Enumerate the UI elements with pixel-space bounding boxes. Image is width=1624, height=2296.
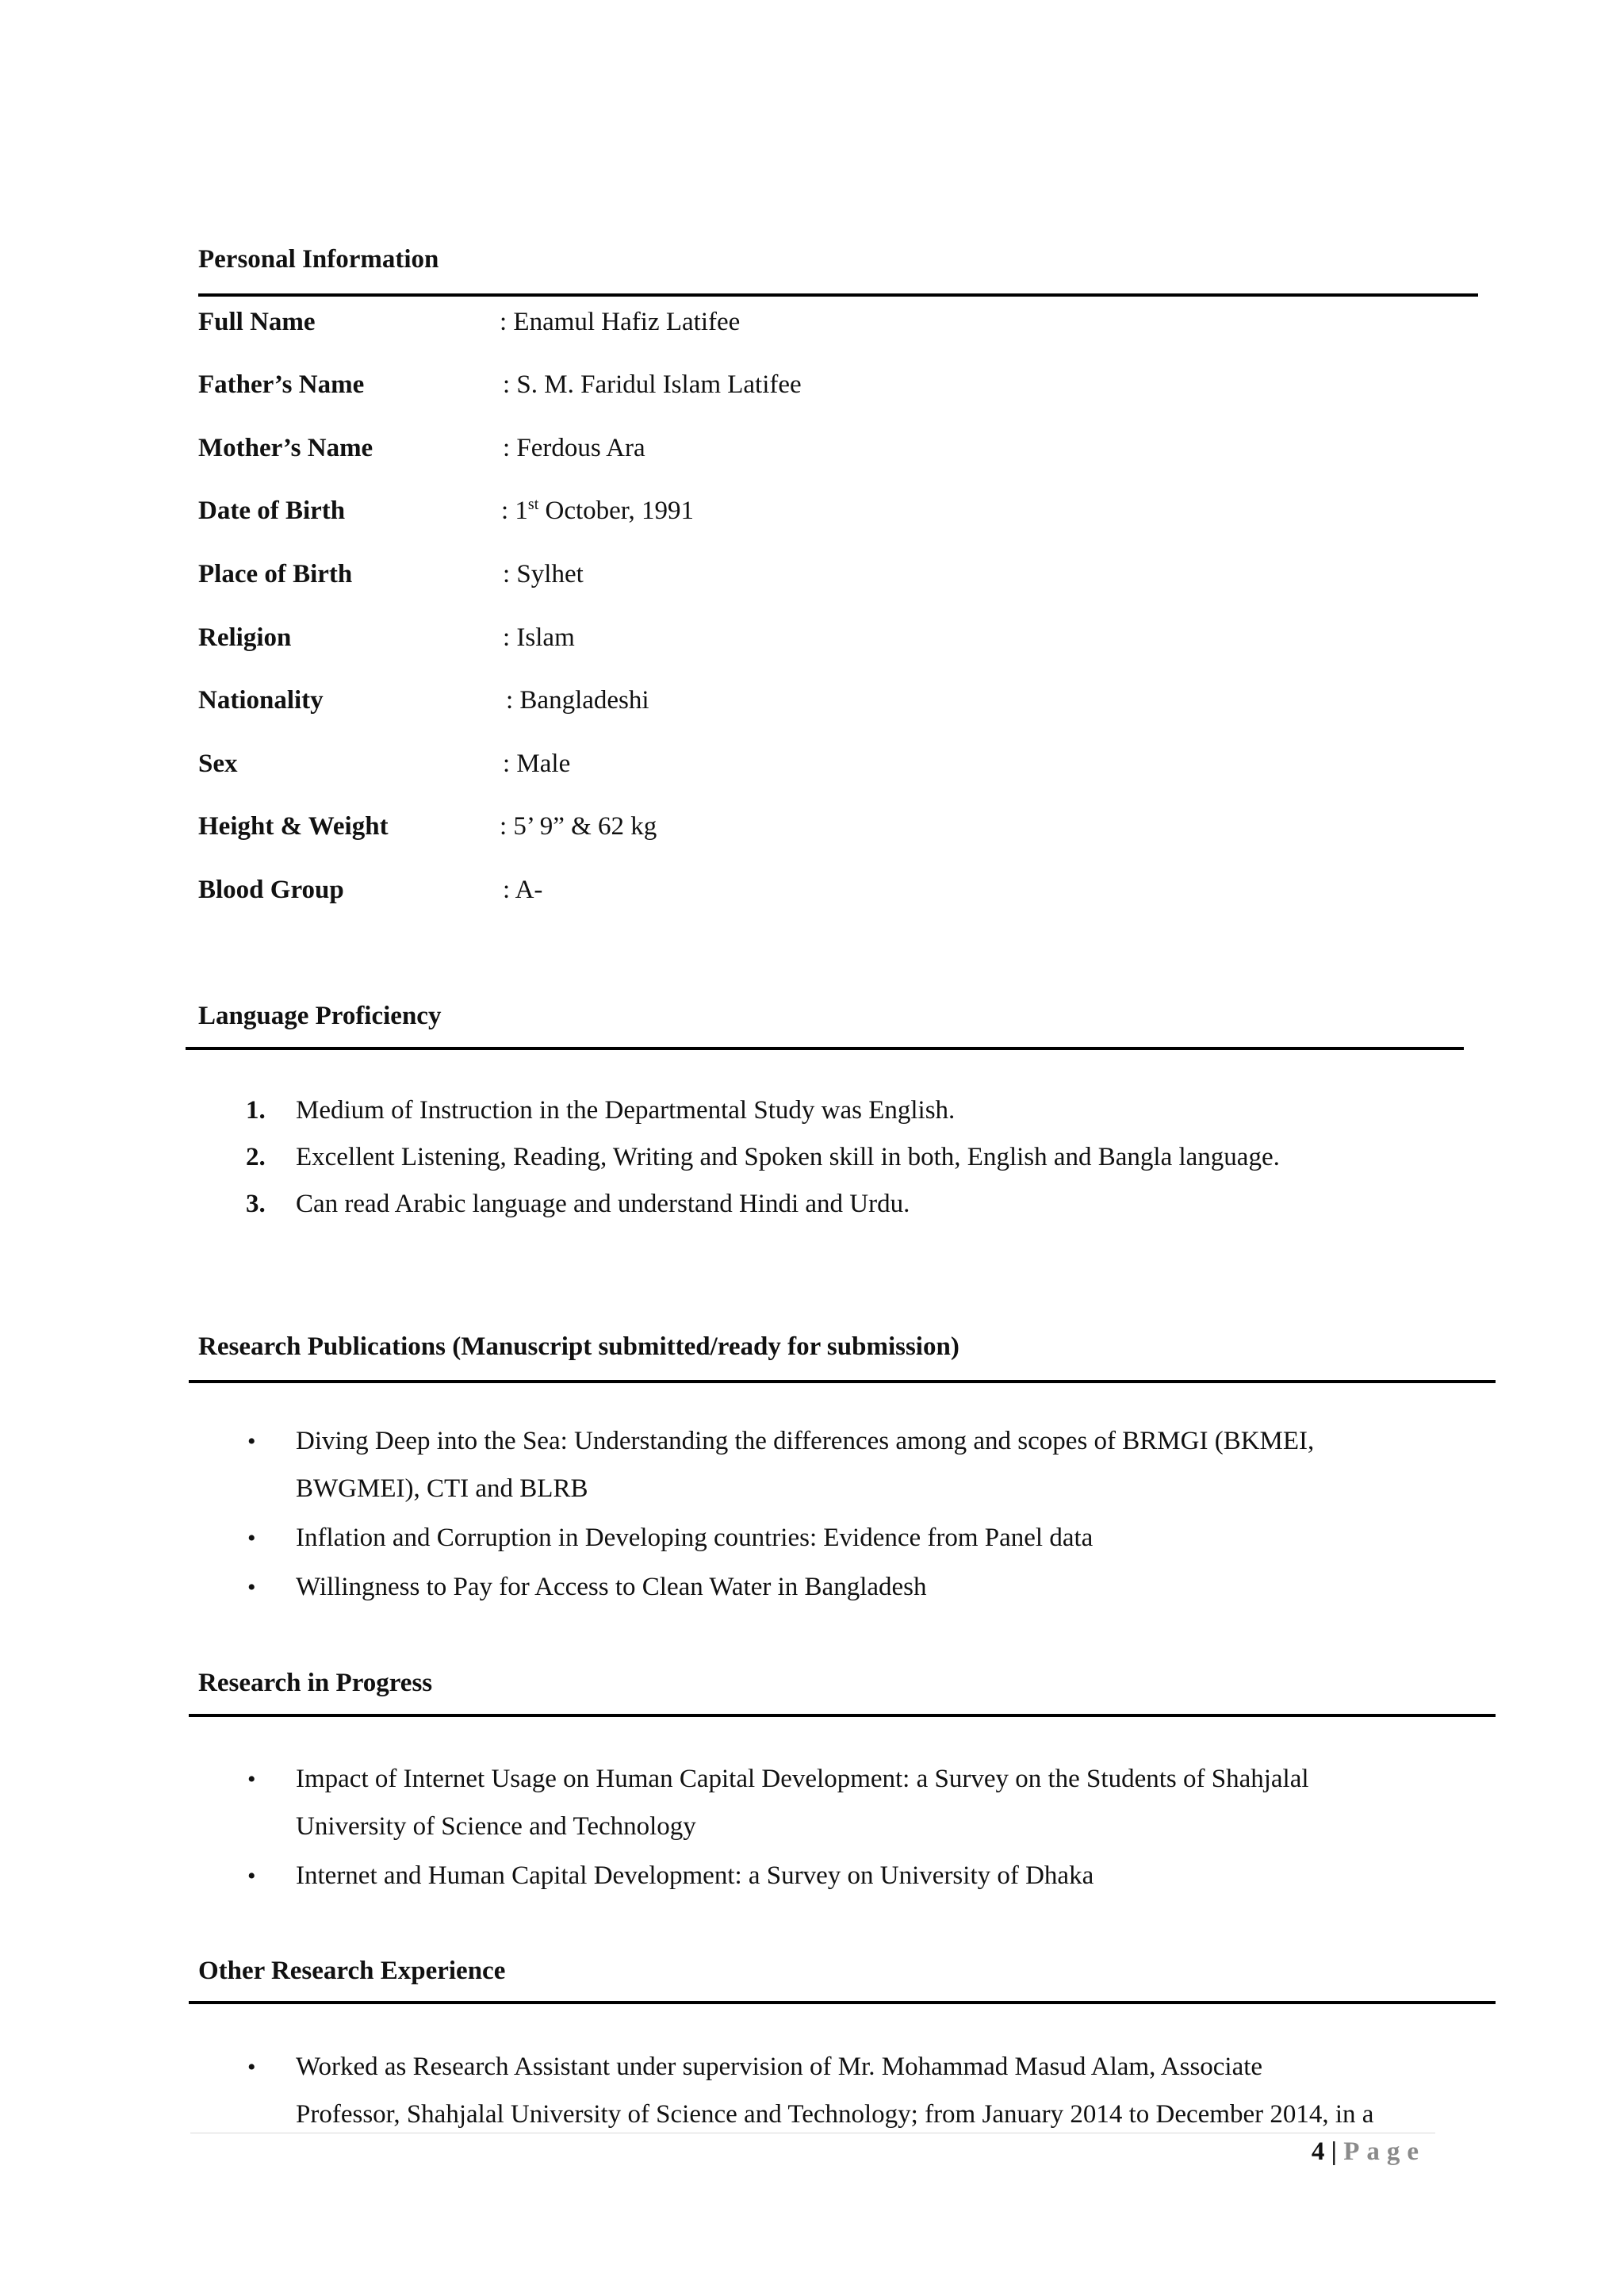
info-value: : S. M. Faridul Islam Latifee — [503, 370, 802, 399]
bullet-icon: • — [247, 2054, 256, 2080]
info-label: Date of Birth — [198, 496, 346, 525]
personal-information-heading: Personal Information — [198, 245, 439, 274]
section-divider — [189, 1380, 1496, 1383]
list-item-text: Medium of Instruction in the Departmental Study was English. — [296, 1096, 956, 1125]
research-in-progress-heading: Research in Progress — [198, 1669, 433, 1697]
list-item-text: Diving Deep into the Sea: Understanding the differences among and scopes of BRMGI (BKMEI, — [296, 1427, 1315, 1455]
section-divider — [189, 1714, 1496, 1717]
bullet-icon: • — [247, 1525, 256, 1551]
bullet-icon: • — [247, 1766, 256, 1792]
other-research-experience-heading: Other Research Experience — [198, 1957, 506, 1985]
info-value: : Islam — [503, 623, 575, 652]
list-item-text: Excellent Listening, Reading, Writing and Spoken skill in both, English and Bangla language. — [296, 1143, 1280, 1171]
list-number: 1. — [246, 1096, 266, 1125]
info-label: Full Name — [198, 308, 316, 336]
list-item-text: Inflation and Corruption in Developing countries: Evidence from Panel data — [296, 1524, 1094, 1552]
list-item-text: Worked as Research Assistant under supervision of Mr. Mohammad Masud Alam, Associate — [296, 2053, 1263, 2081]
list-item-text-continued: Professor, Shahjalal University of Science and Technology; from January 2014 to December 2014, in a — [296, 2100, 1374, 2129]
research-publications-heading: Research Publications (Manuscript submitted/ready for submission) — [198, 1332, 959, 1361]
list-item-text: Willingness to Pay for Access to Clean Water in Bangladesh — [296, 1573, 927, 1601]
section-divider — [186, 1047, 1464, 1050]
page-separator: | — [1331, 2137, 1337, 2166]
info-value — [501, 496, 694, 526]
bullet-icon: • — [247, 1574, 256, 1600]
list-item-text: Can read Arabic language and understand Hindi and Urdu. — [296, 1190, 910, 1218]
page-number: 4 — [1311, 2137, 1325, 2166]
bullet-icon: • — [247, 1428, 256, 1455]
list-item-text-continued: University of Science and Technology — [296, 1812, 696, 1841]
info-value: : Enamul Hafiz Latifee — [500, 308, 741, 336]
info-label: Mother’s Name — [198, 434, 373, 462]
info-label: Nationality — [198, 686, 324, 715]
list-item-text: Internet and Human Capital Development: a Survey on University of Dhaka — [296, 1861, 1094, 1890]
info-label: Religion — [198, 623, 292, 652]
page-word: Page — [1343, 2137, 1426, 2166]
info-label: Place of Birth — [198, 560, 353, 588]
info-value: : 5’ 9” & 62 kg — [500, 812, 657, 841]
section-divider — [189, 2001, 1496, 2004]
list-item-text-continued: BWGMEI), CTI and BLRB — [296, 1474, 588, 1503]
info-label: Blood Group — [198, 876, 344, 904]
list-number: 3. — [246, 1190, 266, 1218]
info-label: Father’s Name — [198, 370, 365, 399]
dob-rest: October, 1991 — [538, 496, 694, 525]
info-value: : Male — [503, 749, 571, 778]
list-number: 2. — [246, 1143, 266, 1171]
info-value: : Bangladeshi — [506, 686, 649, 715]
info-value: : Ferdous Ara — [503, 434, 645, 462]
list-item-text: Impact of Internet Usage on Human Capital Development: a Survey on the Students of Shahjalal — [296, 1765, 1309, 1793]
bullet-icon: • — [247, 1863, 256, 1889]
info-label: Sex — [198, 749, 238, 778]
dob-ordinal-suffix: st — [527, 496, 539, 513]
page-footer — [1312, 2137, 1426, 2167]
info-value: : A- — [503, 876, 543, 904]
info-label: Height & Weight — [198, 812, 389, 841]
dob-day: : 1 — [501, 496, 528, 525]
info-value: : Sylhet — [503, 560, 584, 588]
language-proficiency-heading: Language Proficiency — [198, 1002, 442, 1030]
section-divider — [198, 293, 1478, 297]
